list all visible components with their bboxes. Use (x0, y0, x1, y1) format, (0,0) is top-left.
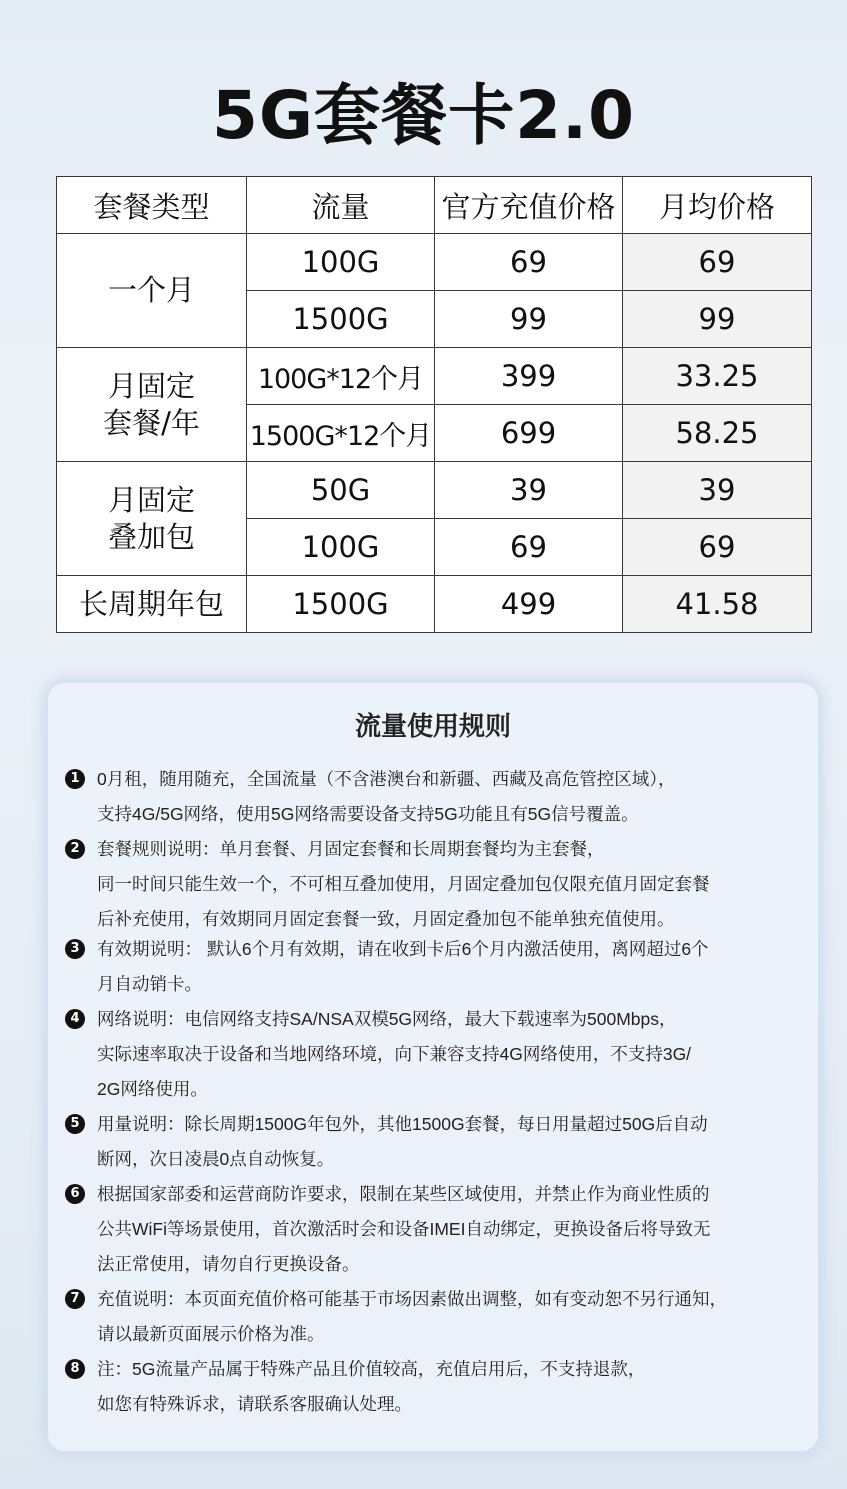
rule-text-line: 如您有特殊诉求，请联系客服确认处理。 (97, 1394, 412, 1414)
type-cell (57, 462, 247, 576)
rules-panel (47, 682, 819, 1452)
type-label: 月固定 (107, 482, 195, 517)
rule-text-line: 0月租，随用随充，全国流量（不含港澳台和新疆、西藏及高危管控区域）， (97, 769, 676, 789)
header-flow: 流量 (247, 177, 435, 234)
rule-text-line: 请以最新页面展示价格为准。 (97, 1324, 325, 1344)
price-cell: 499 (435, 576, 623, 633)
type-cell (57, 576, 247, 633)
rule-text-line: 充值说明：本页面充值价格可能基于市场因素做出调整，如有变动恕不另行通知， (97, 1289, 727, 1309)
header-monthly: 月均价格 (623, 177, 812, 234)
table-row (57, 348, 812, 405)
table-row (57, 234, 812, 291)
package-table (56, 176, 812, 633)
rule-text-line: 实际速率取决于设备和当地网络环境，向下兼容支持4G网络使用，不支持3G/ (97, 1044, 692, 1064)
rule-text-line: 2G网络使用。 (97, 1079, 208, 1099)
monthly-cell: 33.25 (623, 348, 812, 405)
type-cell (57, 234, 247, 348)
rule-text-line: 注：5G流量产品属于特殊产品且价值较高，充值启用后，不支持退款， (97, 1359, 646, 1379)
rule-number-badge: 1 (65, 769, 85, 789)
rules-title: 流量使用规则 (354, 711, 511, 741)
rule-text-line: 用量说明：除长周期1500G年包外，其他1500G套餐，每日用量超过50G后自动 (97, 1114, 708, 1134)
rule-number-badge: 5 (65, 1114, 85, 1134)
rule-text-line: 月自动销卡。 (97, 974, 202, 994)
header-type: 套餐类型 (57, 177, 247, 234)
flow-cell: 100G (247, 519, 435, 576)
type-label: 一个月 (107, 273, 195, 307)
monthly-cell: 39 (623, 462, 812, 519)
flow-cell: 1500G (247, 576, 435, 633)
rule-text-line: 支持4G/5G网络，使用5G网络需要设备支持5G功能且有5G信号覆盖。 (97, 804, 639, 824)
monthly-cell: 69 (623, 234, 812, 291)
flow-cell: 1500G*12个月 (247, 405, 435, 462)
rule-number-badge: 3 (65, 939, 85, 959)
type-label: 月固定 (107, 368, 195, 403)
price-cell: 399 (435, 348, 623, 405)
flow-cell: 100G*12个月 (247, 348, 435, 405)
monthly-cell: 41.58 (623, 576, 812, 633)
rule-text-line: 根据国家部委和运营商防诈要求，限制在某些区域使用，并禁止作为商业性质的 (97, 1184, 710, 1204)
type-cell (57, 348, 247, 462)
flow-cell: 100G (247, 234, 435, 291)
rule-text-line: 后补充使用，有效期同月固定套餐一致，月固定叠加包不能单独充值使用。 (97, 909, 675, 929)
flow-cell: 50G (247, 462, 435, 519)
price-cell: 39 (435, 462, 623, 519)
rule-number-badge: 8 (65, 1359, 85, 1379)
type-label: 长周期年包 (78, 586, 224, 621)
table-header-row (57, 177, 812, 234)
rule-number-badge: 7 (65, 1289, 85, 1309)
price-cell: 69 (435, 519, 623, 576)
rule-number-badge: 4 (65, 1009, 85, 1029)
rule-text-line: 网络说明：电信网络支持SA/NSA双模5G网络，最大下载速率为500Mbps， (97, 1009, 677, 1029)
page-title: 5G套餐卡2.0 (211, 77, 635, 154)
price-cell: 699 (435, 405, 623, 462)
table-row (57, 576, 812, 633)
header-price: 官方充值价格 (435, 177, 623, 234)
price-cell: 69 (435, 234, 623, 291)
monthly-cell: 69 (623, 519, 812, 576)
rule-text-line: 套餐规则说明：单月套餐、月固定套餐和长周期套餐均为主套餐， (97, 839, 605, 859)
type-label: 套餐/年 (103, 405, 200, 440)
price-cell: 99 (435, 291, 623, 348)
flow-cell: 1500G (247, 291, 435, 348)
rule-text-line: 断网，次日凌晨0点自动恢复。 (97, 1149, 335, 1169)
rule-text-line: 有效期说明： 默认6个月有效期，请在收到卡后6个月内激活使用，离网超过6个 (97, 939, 709, 959)
rule-text-line: 同一时间只能生效一个，不可相互叠加使用，月固定叠加包仅限充值月固定套餐 (97, 874, 710, 894)
rule-text-line: 法正常使用，请勿自行更换设备。 (97, 1254, 360, 1274)
monthly-cell: 58.25 (623, 405, 812, 462)
rule-text-line: 公共WiFi等场景使用，首次激活时会和设备IMEI自动绑定，更换设备后将导致无 (97, 1219, 711, 1239)
rule-number-badge: 2 (65, 839, 85, 859)
table-row (57, 462, 812, 519)
rule-number-badge: 6 (65, 1184, 85, 1204)
monthly-cell: 99 (623, 291, 812, 348)
type-label: 叠加包 (107, 519, 195, 554)
